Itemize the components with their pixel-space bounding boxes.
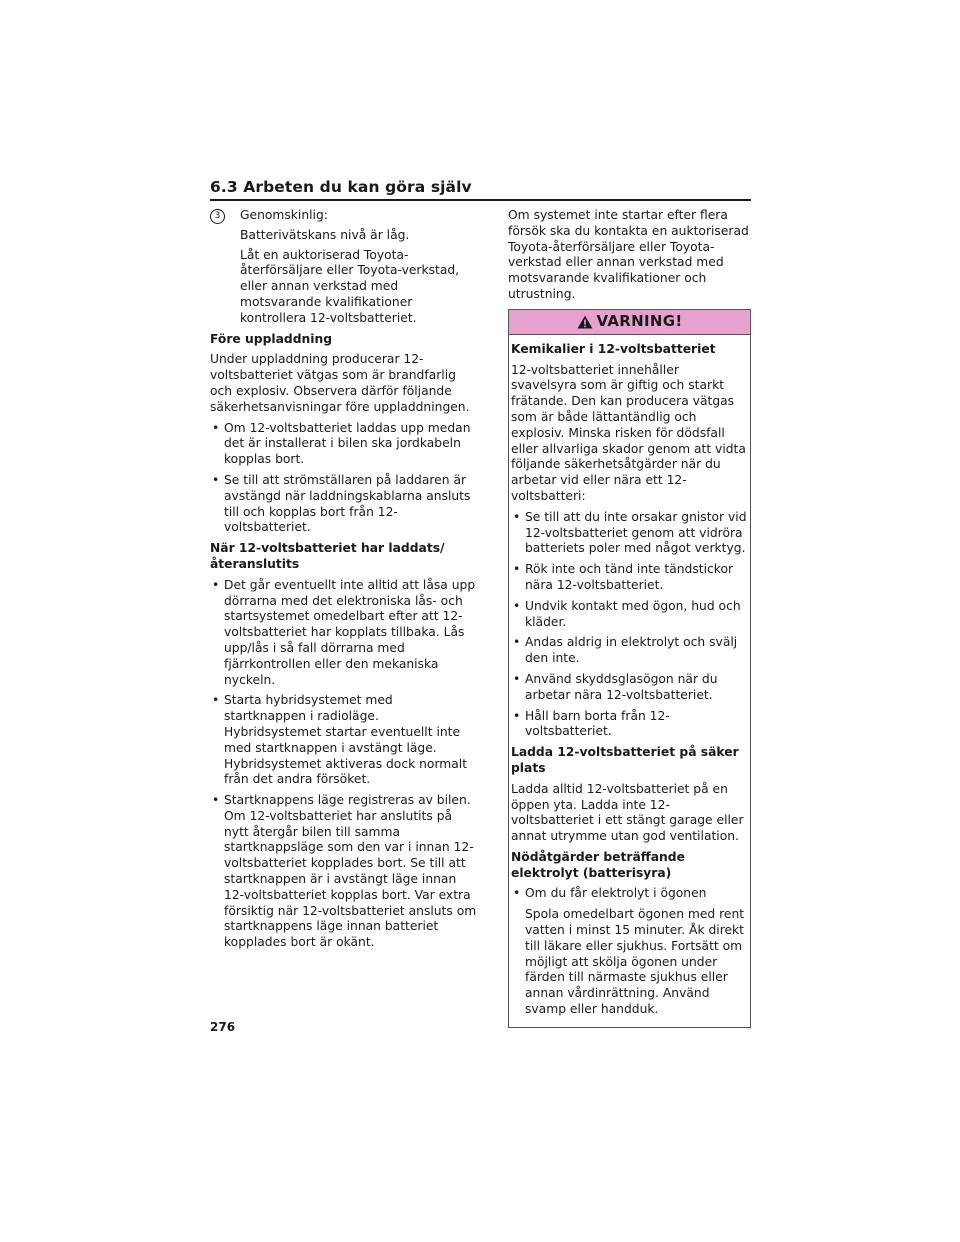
before-list bbox=[210, 421, 478, 537]
step-line-1: Batterivätskans nivå är låg. bbox=[240, 227, 410, 242]
reconnect-list bbox=[210, 578, 478, 951]
section-title: 6.3 Arbeten du kan göra själv bbox=[210, 178, 472, 196]
left-column bbox=[210, 208, 478, 956]
step-3 bbox=[210, 208, 478, 327]
emergency-heading: Nödåtgärder beträffande elektrolyt (batterisyra) bbox=[511, 849, 685, 880]
warning-triangle-icon bbox=[577, 315, 593, 329]
list-item: • Håll barn borta från 12-voltsbatteriet. bbox=[511, 709, 748, 741]
right-column bbox=[508, 208, 751, 1028]
before-heading: Före uppladdning bbox=[210, 331, 333, 346]
list-item: • Se till att strömställaren på laddaren är avstängd när laddningskablarna ansluts till och kopplas bort från 12-voltsbatteriet. bbox=[210, 473, 478, 536]
list-item: • Rök inte och tänd inte tändstickor nära 12-voltsbatteriet. bbox=[511, 562, 748, 594]
chem-text: 12-voltsbatteriet innehåller svavelsyra som är giftig och starkt frätande. Den kan producera vätgas som är både lättantändlig och explosiv. Minska risken för dödsfall eller allvarliga skador genom att vidta följande säkerhetsåtgärder när du arbetar vid eller nära ett 12-voltsbatteri: bbox=[511, 362, 746, 503]
reconnect-heading: När 12-voltsbatteriet har laddats/återanslutits bbox=[210, 541, 445, 571]
list-item: • Startknappens läge registreras av bilen. Om 12-voltsbatteriet har anslutits på nytt återgår bilen till samma startknappsläge som den var i innan 12-voltsbatteriet kopplades bort. Se till att startknappen är i avstängt läge innan 12-voltsbatteriet kopplas bort. Var extra försiktig när 12-voltsbatteriet ansluts om startknappens läge innan batteriet kopplades bort är okänt. bbox=[210, 793, 478, 951]
list-item: • Se till att du inte orsakar gnistor vid 12-voltsbatteriet genom att vidröra batteriets poler med något verktyg. bbox=[511, 510, 748, 557]
safe-text: Ladda alltid 12-voltsbatteriet på en öppen yta. Ladda inte 12-voltsbatteriet i ett stängt garage eller annat utrymme utan god ventilation. bbox=[511, 781, 744, 844]
section-rule bbox=[210, 199, 751, 201]
step-label: Genomskinlig: bbox=[240, 208, 328, 222]
warning-header bbox=[509, 309, 750, 335]
list-item: • Andas aldrig in elektrolyt och svälj den inte. bbox=[511, 635, 748, 667]
before-text: Under uppladdning producerar 12-voltsbatteriet vätgas som är brandfarlig och explosiv. Observera därför följande säkerhetsanvisningar före uppladdningen. bbox=[210, 352, 470, 414]
chem-heading: Kemikalier i 12-voltsbatteriet bbox=[511, 341, 716, 356]
emergency-list bbox=[511, 886, 748, 902]
intro-text: Om systemet inte startar efter flera försök ska du kontakta en auktoriserad Toyota-återförsäljare eller Toyota-verkstad eller annan verkstad med motsvarande kvalifikationer och utrustning. bbox=[508, 208, 749, 301]
chem-list bbox=[511, 510, 748, 740]
warning-box bbox=[508, 309, 751, 1028]
list-item: • Undvik kontakt med ögon, hud och kläder. bbox=[511, 599, 748, 631]
page-number: 276 bbox=[210, 1020, 236, 1034]
safe-heading: Ladda 12-voltsbatteriet på säker plats bbox=[511, 745, 739, 775]
step-line-2: Låt en auktoriserad Toyota-återförsäljare eller Toyota-verkstad, eller annan verkstad med motsvarande kvalifikationer kontrollera 12-voltsbatteriet. bbox=[240, 247, 460, 325]
list-item: • Om du får elektrolyt i ögonen bbox=[511, 886, 748, 902]
warning-title: VARNING! bbox=[596, 311, 683, 330]
step-number-circle: 3 bbox=[210, 209, 225, 224]
list-item: • Använd skyddsglasögon när du arbetar nära 12-voltsbatteriet. bbox=[511, 672, 748, 704]
list-item: • Starta hybridsystemet med startknappen i radioläge. Hybridsystemet startar eventuellt inte med startknappen i avstängt läge. Hybridsystemet aktiveras dock normalt från det andra försöket. bbox=[210, 693, 478, 788]
list-item: • Om 12-voltsbatteriet laddas upp medan det är installerat i bilen ska jordkabeln kopplas bort. bbox=[210, 421, 478, 468]
emergency-instructions: Spola omedelbart ögonen med rent vatten i minst 15 minuter. Åk direkt till läkare eller sjukhus. Fortsätt om möjligt att skölja ögonen under färden till närmaste sjukhus eller annan vårdinrättning. Använd svamp eller handduk. bbox=[525, 907, 745, 1017]
list-item: • Det går eventuellt inte alltid att låsa upp dörrarna med det elektroniska lås- och startsystemet omedelbart efter att 12-voltsbatteriet har kopplats tillbaka. Lås upp/lås i så fall dörrarna med fjärrkontrollen eller den mekaniska nyckeln. bbox=[210, 578, 478, 689]
warning-body bbox=[509, 335, 750, 1018]
